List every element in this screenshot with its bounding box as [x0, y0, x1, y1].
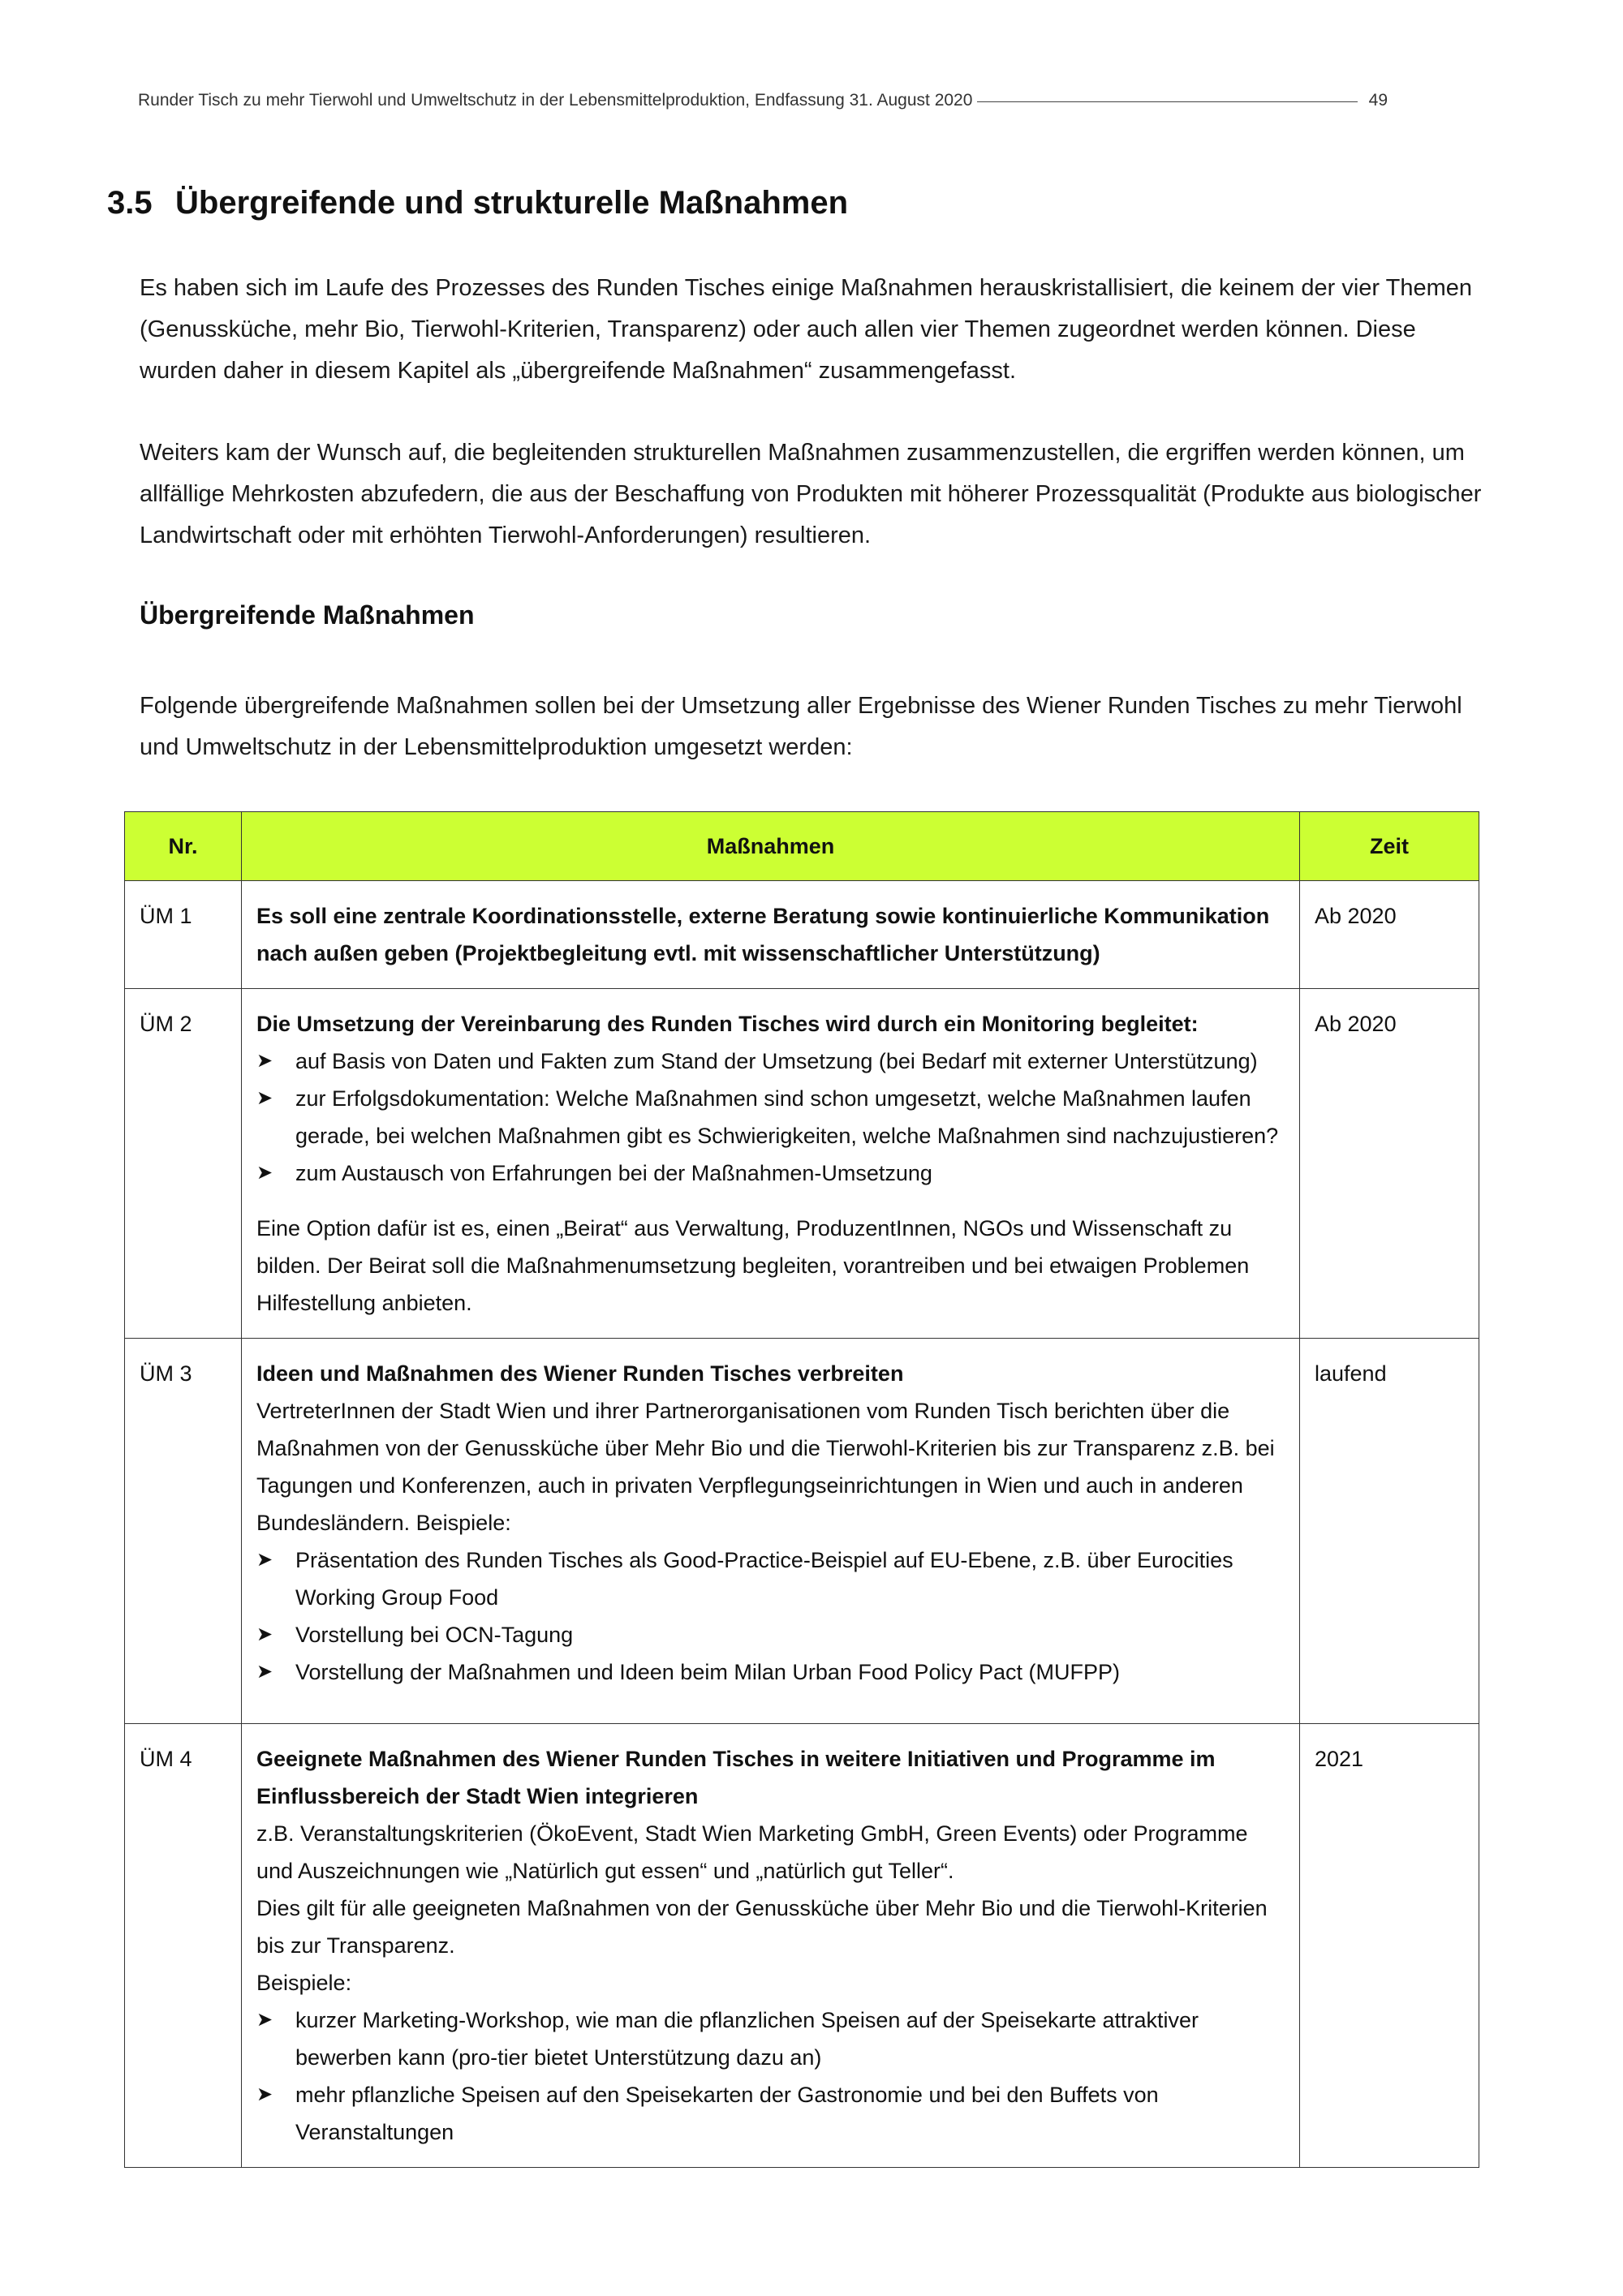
- subsection-paragraph: Folgende übergreifende Maßnahmen sollen bei der Umsetzung aller Ergebnisse des Wiener Runden Tisches zu mehr Tierwohl und Umweltschutz in der Lebensmittelproduktion umgesetzt werden:: [140, 693, 1462, 760]
- column-header-time: Zeit: [1300, 812, 1479, 881]
- measure-cell: [242, 1339, 1300, 1724]
- intro-paragraph-1: Es haben sich im Laufe des Prozesses des Runden Tisches einige Maßnahmen herauskristallisiert, die keinem der vier Themen (Genussküche, mehr Bio, Tierwohl-Kriterien, Transparenz) oder auch allen vier Themen zugeordnet werden können. Diese wurden daher in diesem Kapitel als „übergreifende Maßnahmen“ zusammengefasst.: [140, 275, 1473, 384]
- bullet-list: [256, 1541, 1285, 1691]
- list-item: ➤ Vorstellung der Maßnahmen und Ideen beim Milan Urban Food Policy Pact (MUFPP): [256, 1653, 1285, 1691]
- intro-paragraph-2: Weiters kam der Wunsch auf, die begleitenden strukturellen Maßnahmen zusammenzustellen, die ergriffen werden können, um allfällige Mehrkosten abzufedern, die aus der Beschaffung von Produkten mit höherer Prozessqualität (Produkte aus biologischer Landwirtschaft oder mit erhöhten Tierwohl-Anforderungen) resultieren.: [140, 440, 1482, 548]
- subsection-heading: Übergreifende Maßnahmen: [140, 600, 475, 630]
- page-number: 49: [1368, 91, 1388, 110]
- time-cell: Ab 2020: [1300, 881, 1479, 989]
- measure-title: Es soll eine zentrale Koordinationsstelle, externe Beratung sowie kontinuierliche Kommunikation nach außen geben (Projektbegleitung evtl. mit wissenschaftlicher Unterstützung): [256, 904, 1270, 965]
- arrow-bullet-icon: ➤: [256, 2083, 273, 2105]
- running-header: [138, 91, 1388, 110]
- measure-cell: [242, 989, 1300, 1339]
- measure-text: VertreterInnen der Stadt Wien und ihrer Partnerorganisationen vom Runden Tisch berichten über die Maßnahmen von der Genussküche über Mehr Bio und die Tierwohl-Kriterien bis zur Transparenz z.B. bei Tagungen und Konferenzen, auch in privaten Verpflegungseinrichtungen in Wien und auch in anderen Bundesländern. Beispiele:: [256, 1399, 1275, 1535]
- section-title: Übergreifende und strukturelle Maßnahmen: [175, 185, 849, 221]
- arrow-bullet-icon: ➤: [256, 1661, 273, 1683]
- bullet-list: [256, 2001, 1285, 2151]
- row-number: ÜM 2: [125, 989, 242, 1339]
- measure-title: Ideen und Maßnahmen des Wiener Runden Tisches verbreiten: [256, 1361, 904, 1386]
- list-item: ➤ kurzer Marketing-Workshop, wie man die pflanzlichen Speisen auf der Speisekarte attraktiver bewerben kann (pro-tier bietet Unterstützung dazu an): [256, 2001, 1285, 2076]
- arrow-bullet-icon: ➤: [256, 2009, 273, 2031]
- measures-table: [124, 811, 1479, 2168]
- list-item: ➤ zum Austausch von Erfahrungen bei der Maßnahmen-Umsetzung: [256, 1154, 1285, 1192]
- measure-cell: [242, 881, 1300, 989]
- table-row: [125, 1339, 1479, 1724]
- measure-cell: [242, 1724, 1300, 2168]
- column-header-nr: Nr.: [125, 812, 242, 881]
- section-number: 3.5: [107, 185, 153, 221]
- section-heading: [107, 185, 848, 221]
- time-cell: Ab 2020: [1300, 989, 1479, 1339]
- arrow-bullet-icon: ➤: [256, 1549, 273, 1571]
- measure-text: z.B. Veranstaltungskriterien (ÖkoEvent, Stadt Wien Marketing GmbH, Green Events) oder Programme und Auszeichnungen wie „Natürlich gut essen“ und „natürlich gut Teller“.: [256, 1821, 1248, 1883]
- measure-title: Die Umsetzung der Vereinbarung des Runden Tisches wird durch ein Monitoring begleitet:: [256, 1012, 1199, 1036]
- time-cell: 2021: [1300, 1724, 1479, 2168]
- table-header-row: [125, 812, 1479, 881]
- table-row: [125, 1724, 1479, 2168]
- measure-text: Dies gilt für alle geeigneten Maßnahmen von der Genussküche über Mehr Bio und die Tierwohl-Kriterien bis zur Transparenz.: [256, 1896, 1268, 1958]
- list-item: ➤ Vorstellung bei OCN-Tagung: [256, 1616, 1285, 1653]
- measure-text: Beispiele:: [256, 1971, 352, 1995]
- spacer: [256, 1192, 1285, 1210]
- arrow-bullet-icon: ➤: [256, 1087, 273, 1109]
- row-number: ÜM 4: [125, 1724, 242, 2168]
- list-item: ➤ mehr pflanzliche Speisen auf den Speisekarten der Gastronomie und bei den Buffets von Veranstaltungen: [256, 2076, 1285, 2151]
- list-item: ➤ Präsentation des Runden Tisches als Good-Practice-Beispiel auf EU-Ebene, z.B. über Eurocities Working Group Food: [256, 1541, 1285, 1616]
- row-number: ÜM 1: [125, 881, 242, 989]
- table-row: [125, 881, 1479, 989]
- header-rule: [977, 101, 1357, 102]
- row-number: ÜM 3: [125, 1339, 242, 1724]
- list-item: ➤ zur Erfolgsdokumentation: Welche Maßnahmen sind schon umgesetzt, welche Maßnahmen laufen gerade, bei welchen Maßnahmen gibt es Schwierigkeiten, welche Maßnahmen sind nachzujustieren?: [256, 1080, 1285, 1154]
- table-row: [125, 989, 1479, 1339]
- time-cell: laufend: [1300, 1339, 1479, 1724]
- list-item: ➤ auf Basis von Daten und Fakten zum Stand der Umsetzung (bei Bedarf mit externer Unterstützung): [256, 1043, 1285, 1080]
- bullet-list: [256, 1043, 1285, 1192]
- arrow-bullet-icon: ➤: [256, 1050, 273, 1072]
- measure-title: Geeignete Maßnahmen des Wiener Runden Tisches in weitere Initiativen und Programme im Einflussbereich der Stadt Wien integrieren: [256, 1747, 1216, 1808]
- arrow-bullet-icon: ➤: [256, 1623, 273, 1645]
- measure-note: Eine Option dafür ist es, einen „Beirat“ aus Verwaltung, ProduzentInnen, NGOs und Wissenschaft zu bilden. Der Beirat soll die Maßnahmenumsetzung begleiten, vorantreiben und bei etwaigen Problemen Hilfestellung anbieten.: [256, 1216, 1250, 1315]
- column-header-measures: Maßnahmen: [242, 812, 1300, 881]
- header-title: Runder Tisch zu mehr Tierwohl und Umweltschutz in der Lebensmittelproduktion, Endfassung 31. August 2020: [138, 91, 973, 110]
- arrow-bullet-icon: ➤: [256, 1162, 273, 1184]
